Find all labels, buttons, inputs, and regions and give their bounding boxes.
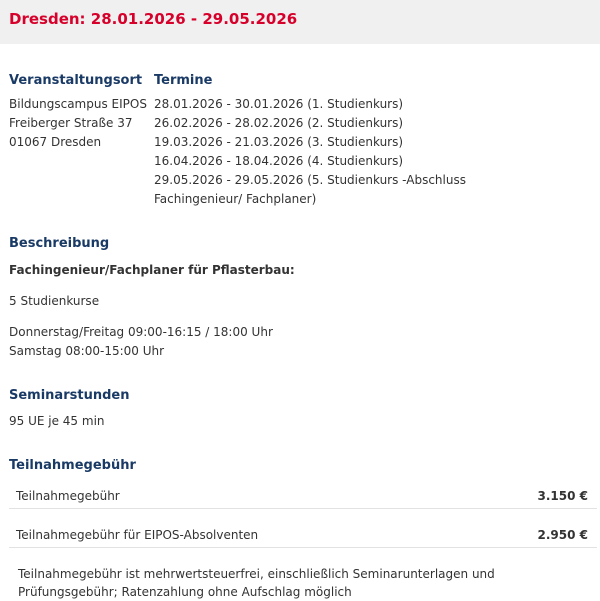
description-heading: Beschreibung bbox=[9, 236, 110, 251]
venue-line: 01067 Dresden bbox=[9, 135, 102, 149]
fees-section bbox=[9, 458, 136, 474]
fee-note: Teilnahmegebühr ist mehrwertsteuerfrei, einschließlich Seminarunterlagen und Prüfungsgebühr; Ratenzahlung ohne Aufschlag möglich bbox=[18, 567, 495, 599]
hours-value: 95 UE je 45 min bbox=[9, 414, 105, 428]
date-line: 26.02.2026 - 28.02.2026 (2. Studienkurs) bbox=[154, 116, 404, 130]
dates-section bbox=[154, 73, 544, 209]
fee-table bbox=[9, 484, 597, 548]
fee-row bbox=[9, 523, 597, 548]
hours-section bbox=[9, 388, 129, 404]
schedule-weekday: Donnerstag/Freitag 09:00-16:15 / 18:00 Uhr bbox=[9, 325, 273, 339]
venue-heading: Veranstaltungsort bbox=[9, 73, 143, 88]
fee-price: 3.150 € bbox=[537, 489, 588, 503]
fee-label: Teilnahmegebühr für EIPOS-Absolventen bbox=[16, 528, 259, 542]
hours-heading: Seminarstunden bbox=[9, 388, 130, 403]
description-section bbox=[9, 236, 109, 252]
schedule-saturday: Samstag 08:00-15:00 Uhr bbox=[9, 344, 165, 358]
date-line: 16.04.2026 - 18.04.2026 (4. Studienkurs) bbox=[154, 154, 404, 168]
date-line: 28.01.2026 - 30.01.2026 (1. Studienkurs) bbox=[154, 97, 404, 111]
description-subheading: Fachingenieur/Fachplaner für Pflasterbau: bbox=[9, 263, 295, 277]
fee-price: 2.950 € bbox=[537, 528, 588, 542]
date-line: 19.03.2026 - 21.03.2026 (3. Studienkurs) bbox=[154, 135, 404, 149]
event-title: Dresden: 28.01.2026 - 29.05.2026 bbox=[9, 10, 298, 28]
course-count: 5 Studienkurse bbox=[9, 294, 100, 308]
venue-section bbox=[9, 73, 149, 152]
fees-heading: Teilnahmegebühr bbox=[9, 458, 136, 473]
dates-heading: Termine bbox=[154, 73, 213, 88]
event-header bbox=[0, 0, 600, 44]
fee-label: Teilnahmegebühr bbox=[16, 489, 120, 503]
venue-line: Bildungscampus EIPOS bbox=[9, 97, 147, 111]
venue-line: Freiberger Straße 37 bbox=[9, 116, 133, 130]
date-line: 29.05.2026 - 29.05.2026 (5. Studienkurs -Abschluss Fachingenieur/ Fachplaner) bbox=[154, 173, 466, 206]
fee-row bbox=[9, 484, 597, 509]
